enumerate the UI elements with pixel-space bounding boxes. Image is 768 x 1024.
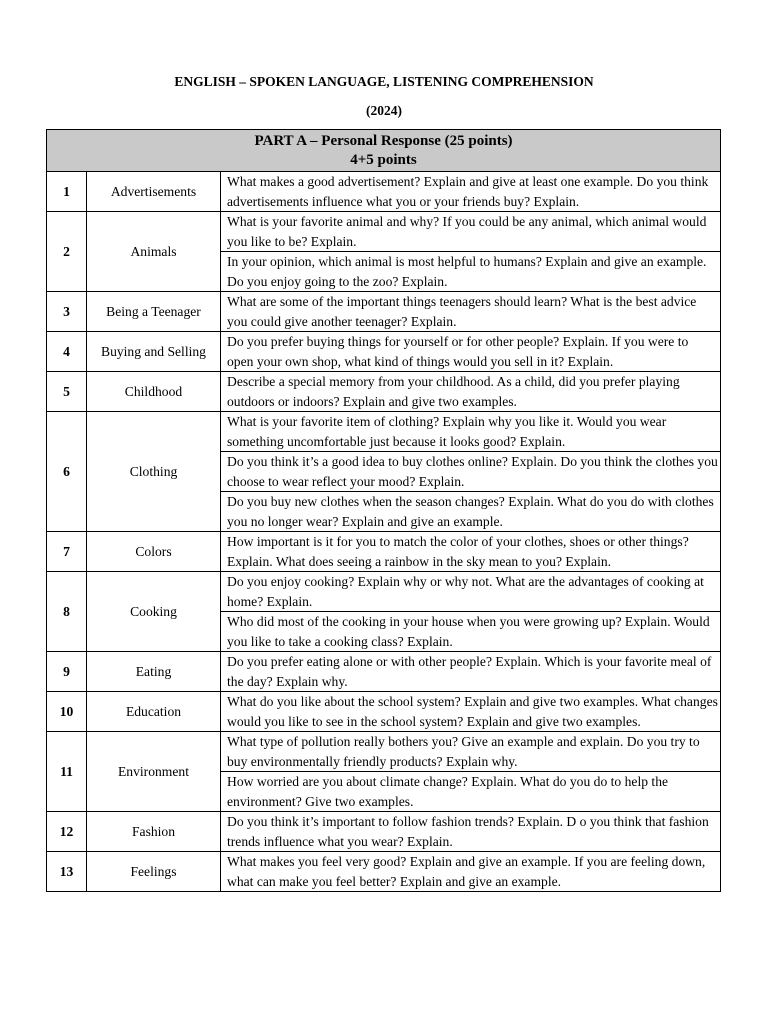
question-number: 10	[47, 692, 87, 732]
topic-cell: Fashion	[87, 812, 221, 852]
question-number: 7	[47, 532, 87, 572]
question-cell: Describe a special memory from your childhood. As a child, did you prefer playing outdoors or indoors? Explain and give two examples.	[221, 372, 721, 412]
question-cell: Do you think it’s important to follow fashion trends? Explain. D o you think that fashion trends influence what you wear? Explain.	[221, 812, 721, 852]
topic-cell: Buying and Selling	[87, 332, 221, 372]
question-number: 5	[47, 372, 87, 412]
part-heading: PART A – Personal Response (25 points)	[254, 132, 513, 149]
question-cell: Who did most of the cooking in your house when you were growing up? Explain. Would you like to take a cooking class? Explain.	[221, 612, 721, 652]
table-row	[47, 692, 721, 732]
question-cell: Do you buy new clothes when the season changes? Explain. What do you do with clothes you no longer wear? Explain and give an example.	[221, 492, 721, 532]
topic-cell: Education	[87, 692, 221, 732]
table-row	[47, 172, 721, 212]
document-title: ENGLISH – SPOKEN LANGUAGE, LISTENING COMPREHENSION	[174, 74, 594, 89]
question-number: 11	[47, 732, 87, 812]
question-cell: What makes a good advertisement? Explain and give at least one example. Do you think advertisements influence what you or your friends buy? Explain.	[221, 172, 721, 212]
question-cell: Do you prefer buying things for yourself or for other people? Explain. If you were to open your own shop, what kind of things would you sell in it? Explain.	[221, 332, 721, 372]
question-cell: What do you like about the school system? Explain and give two examples. What changes would you like to see in the school system? Explain and give two examples.	[221, 692, 721, 732]
table-row	[47, 732, 721, 772]
topic-cell: Feelings	[87, 852, 221, 892]
question-cell: What is your favorite animal and why? If you could be any animal, which animal would you like to be? Explain.	[221, 212, 721, 252]
question-cell: Do you prefer eating alone or with other people? Explain. Which is your favorite meal of the day? Explain why.	[221, 652, 721, 692]
question-number: 3	[47, 292, 87, 332]
question-cell: What is your favorite item of clothing? Explain why you like it. Would you wear something uncomfortable just because it looks good? Explain.	[221, 412, 721, 452]
question-number: 2	[47, 212, 87, 292]
document-year: (2024)	[366, 103, 402, 118]
question-cell: Do you enjoy cooking? Explain why or why not. What are the advantages of cooking at home? Explain.	[221, 572, 721, 612]
part-header-row	[47, 130, 721, 172]
question-cell: In your opinion, which animal is most helpful to humans? Explain and give an example. Do you enjoy going to the zoo? Explain.	[221, 252, 721, 292]
question-number: 13	[47, 852, 87, 892]
topic-cell: Being a Teenager	[87, 292, 221, 332]
topic-cell: Cooking	[87, 572, 221, 652]
question-cell: How important is it for you to match the color of your clothes, shoes or other things? Explain. What does seeing a rainbow in the sky mean to you? Explain.	[221, 532, 721, 572]
part-points: 4+5 points	[350, 151, 417, 168]
question-number: 4	[47, 332, 87, 372]
table-row	[47, 812, 721, 852]
table-row	[47, 572, 721, 612]
question-number: 1	[47, 172, 87, 212]
topic-cell: Advertisements	[87, 172, 221, 212]
question-cell: How worried are you about climate change? Explain. What do you do to help the environment? Give two examples.	[221, 772, 721, 812]
topic-cell: Animals	[87, 212, 221, 292]
question-number: 12	[47, 812, 87, 852]
question-cell: What are some of the important things teenagers should learn? What is the best advice you could give another teenager? Explain.	[221, 292, 721, 332]
table-row	[47, 852, 721, 892]
topic-cell: Childhood	[87, 372, 221, 412]
question-cell: What type of pollution really bothers you? Give an example and explain. Do you try to buy environmentally friendly products? Explain why.	[221, 732, 721, 772]
topic-cell: Clothing	[87, 412, 221, 532]
part-header	[47, 130, 721, 172]
table-row	[47, 332, 721, 372]
questions-table	[46, 129, 721, 892]
topic-cell: Eating	[87, 652, 221, 692]
question-number: 9	[47, 652, 87, 692]
topic-cell: Colors	[87, 532, 221, 572]
question-cell: What makes you feel very good? Explain and give an example. If you are feeling down, what can make you feel better? Explain and give an example.	[221, 852, 721, 892]
question-cell: Do you think it’s a good idea to buy clothes online? Explain. Do you think the clothes you choose to wear reflect your mood? Explain.	[221, 452, 721, 492]
topic-cell: Environment	[87, 732, 221, 812]
table-row	[47, 292, 721, 332]
question-number: 6	[47, 412, 87, 532]
table-row	[47, 532, 721, 572]
table-row	[47, 212, 721, 252]
table-row	[47, 652, 721, 692]
question-number: 8	[47, 572, 87, 652]
table-row	[47, 412, 721, 452]
table-row	[47, 372, 721, 412]
